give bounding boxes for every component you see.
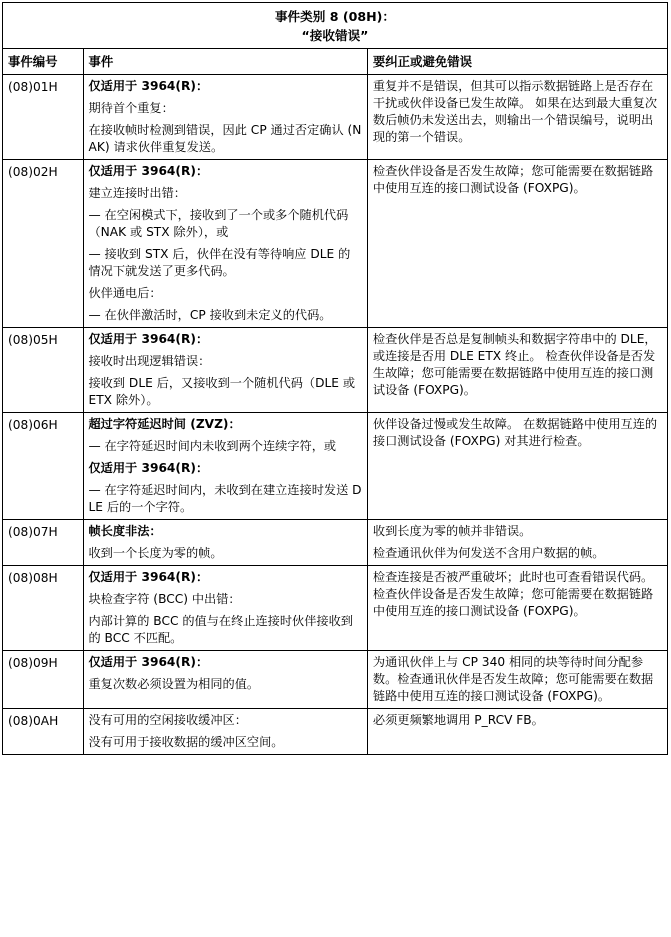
event-description-cell (83, 566, 367, 651)
event-text-line: — 在字符延迟时间内未收到两个连续字符，或 (88, 439, 337, 453)
remedy-cell (367, 651, 667, 709)
table-row (3, 328, 668, 413)
remedy-cell (367, 160, 667, 328)
event-heading-line: 仅适用于 3964(R)： (88, 655, 209, 669)
remedy-cell (367, 328, 667, 413)
table-row (3, 566, 668, 651)
event-text-line: 重复次数必须设置为相同的值。 (88, 677, 260, 691)
remedy-text-line: 检查伙伴是否总是复制帧头和数据字符串中的 DLE，或连接是否用 DLE ETX 终止。 检查伙伴设备是否发生故障；您可能需要在数据链路中使用互连的接口测试设备 (FOXPG)。 (372, 332, 657, 397)
event-text-line: — 在空闲模式下，接收到了一个或多个随机代码（NAK 或 STX 除外），或 (88, 208, 349, 239)
event-text-line: 期待首个重复： (88, 101, 174, 115)
event-description-cell (83, 75, 367, 160)
event-text-line: 伙伴通电后： (88, 286, 162, 300)
event-number-cell: (08)02H (3, 160, 84, 328)
event-number-cell: (08)0AH (3, 709, 84, 755)
event-number-cell: (08)05H (3, 328, 84, 413)
column-header-event: 事件 (83, 49, 367, 75)
event-text-line: 收到一个长度为零的帧。 (88, 546, 223, 560)
remedy-text-line: 必须更频繁地调用 P_RCV FB。 (372, 713, 544, 727)
table-body (3, 75, 668, 755)
event-description-cell (83, 328, 367, 413)
remedy-cell (367, 413, 667, 520)
remedy-text-line: 收到长度为零的帧并非错误。 (372, 524, 532, 538)
table-row (3, 520, 668, 566)
event-text-line: 接收到 DLE 后，又接收到一个随机代码（DLE 或 ETX 除外）。 (88, 376, 356, 407)
event-heading-line: 仅适用于 3964(R)： (88, 79, 209, 93)
remedy-cell (367, 709, 667, 755)
table-row (3, 75, 668, 160)
event-description-cell (83, 160, 367, 328)
event-heading-line: 帧长度非法： (88, 524, 162, 538)
event-number-cell: (08)07H (3, 520, 84, 566)
table-header-row (3, 49, 668, 75)
table-row (3, 160, 668, 328)
remedy-cell (367, 566, 667, 651)
event-text-line: 块检查字符 (BCC) 中出错： (88, 592, 241, 606)
column-header-event-number: 事件编号 (3, 49, 84, 75)
table-title-line: 事件类别 8 (08H)： (274, 9, 396, 24)
column-header-remedy: 要纠正或避免错误 (367, 49, 667, 75)
event-text-line: 没有可用于接收数据的缓冲区空间。 (88, 735, 284, 749)
remedy-text-line: 伙伴设备过慢或发生故障。 在数据链路中使用互连的接口测试设备 (FOXPG) 对其进行检查。 (372, 417, 658, 448)
table-title-row (3, 3, 668, 49)
table-row (3, 413, 668, 520)
event-text-line: 在接收帧时检测到错误，因此 CP 通过否定确认 (NAK) 请求伙伴重复发送。 (88, 123, 362, 154)
remedy-text-line: 检查伙伴设备是否发生故障；您可能需要在数据链路中使用互连的接口测试设备 (FOXPG)。 (372, 164, 654, 195)
event-text-line: 建立连接时出错： (88, 186, 186, 200)
event-description-cell (83, 520, 367, 566)
remedy-cell (367, 520, 667, 566)
event-text-line: — 在伙伴激活时，CP 接收到未定义的代码。 (88, 308, 332, 322)
table-row (3, 709, 668, 755)
remedy-text-line: 为通讯伙伴上与 CP 340 相同的块等待时间分配参数。检查通讯伙伴是否发生故障；您可能需要在数据链路中使用互连的接口测试设备 (FOXPG)。 (372, 655, 654, 703)
event-number-cell: (08)08H (3, 566, 84, 651)
event-text-line: — 接收到 STX 后，伙伴在没有等待响应 DLE 的情况下就发送了更多代码。 (88, 247, 351, 278)
event-text-line: 内部计算的 BCC 的值与在终止连接时伙伴接收到的 BCC 不匹配。 (88, 614, 353, 645)
table-subtitle-line: “接收错误” (301, 28, 369, 43)
event-text-line: 接收时出现逻辑错误： (88, 354, 211, 368)
event-heading-line: 仅适用于 3964(R)： (88, 332, 209, 346)
remedy-cell (367, 75, 667, 160)
error-event-table (2, 2, 668, 755)
event-text-line: 没有可用的空闲接收缓冲区： (88, 713, 247, 727)
event-text-line: — 在字符延迟时间内，未收到在建立连接时发送 DLE 后的一个字符。 (88, 483, 362, 514)
event-heading-line: 超过字符延迟时间 (ZVZ)： (88, 417, 241, 431)
event-heading-line: 仅适用于 3964(R)： (88, 164, 209, 178)
table-title (3, 3, 668, 49)
event-heading-line: 仅适用于 3964(R)： (88, 461, 209, 475)
table-row (3, 651, 668, 709)
event-description-cell (83, 651, 367, 709)
event-description-cell (83, 709, 367, 755)
remedy-text-line: 检查连接是否被严重破坏；此时也可查看错误代码。 检查伙伴设备是否发生故障；您可能需要在数据链路中使用互连的接口测试设备 (FOXPG)。 (372, 570, 654, 618)
event-number-cell: (08)06H (3, 413, 84, 520)
remedy-text-line: 检查通讯伙伴为何发送不含用户数据的帧。 (372, 546, 605, 560)
event-description-cell (83, 413, 367, 520)
event-number-cell: (08)01H (3, 75, 84, 160)
event-heading-line: 仅适用于 3964(R)： (88, 570, 209, 584)
event-number-cell: (08)09H (3, 651, 84, 709)
remedy-text-line: 重复并不是错误，但其可以指示数据链路上是否存在干扰或伙伴设备已发生故障。 如果在达到最大重复次数后帧仍未发送出去，则输出一个错误编号，说明出现的第一个错误。 (372, 79, 658, 144)
